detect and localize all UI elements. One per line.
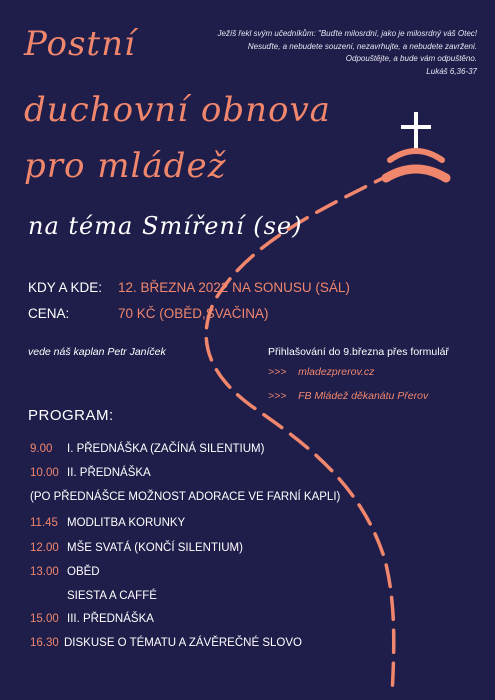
quote-line: Odpouštějte, a bude vám odpuštěno. — [345, 54, 477, 64]
program-item: OBĚD — [67, 566, 100, 578]
bible-quote — [217, 28, 477, 78]
registration-note: Přihlašování do 9.března přes formulář — [268, 346, 449, 358]
program-item: (PO PŘEDNÁŠCE MOŽNOST ADORACE VE FARNÍ KAPLI) — [30, 491, 341, 503]
when-label: KDY A KDE: — [28, 280, 103, 295]
program-item: DISKUSE O TÉMATU A ZÁVĚREČNÉ SLOVO — [64, 637, 302, 649]
program-item: SIESTA A CAFFÉ — [67, 590, 157, 602]
quote-line: Ježíš řekl svým učedníkům: "Buďte milosrdní, jako je milosrdný váš Otec! — [217, 29, 477, 38]
leader-note: vede náš kaplan Petr Janíček — [28, 346, 166, 358]
link-website[interactable] — [268, 366, 374, 378]
program-item: II. PŘEDNÁŠKA — [67, 467, 151, 479]
arrows-icon: >>> — [268, 390, 287, 402]
hill-icon — [386, 151, 446, 178]
link-facebook-text: FB Mládež děkanátu Přerov — [298, 390, 429, 402]
when-value: 12. BŘEZNA 2022 NA SONUSU (SÁL) — [118, 280, 350, 295]
program-time: 12.00 — [30, 542, 59, 554]
program-time: 16.30 — [30, 637, 59, 649]
program-heading: PROGRAM: — [28, 407, 114, 424]
title-line-2: duchovní obnova — [24, 90, 331, 130]
program-time: 15.00 — [30, 613, 59, 625]
program-item: MODLITBA KORUNKY — [67, 517, 186, 529]
quote-line: Nesuďte, a nebudete souzeni, nezavrhujte, a nebudete zavrženi. — [247, 41, 477, 51]
program-time: 10.00 — [30, 467, 59, 479]
price-label: CENA: — [28, 306, 70, 321]
subtitle: na téma Smíření (se) — [28, 212, 303, 240]
price-value: 70 KČ (OBĚD,SVAČINA) — [118, 306, 269, 321]
link-facebook[interactable] — [268, 390, 428, 402]
program-item: III. PŘEDNÁŠKA — [67, 613, 154, 625]
dashed-path — [206, 172, 395, 695]
program-item: MŠE SVATÁ (KONČÍ SILENTIUM) — [67, 542, 243, 554]
arrows-icon: >>> — [268, 366, 287, 378]
cross-icon — [401, 112, 431, 152]
title-line-1: Postní — [24, 24, 136, 64]
quote-reference: Lukáš 6,36-37 — [426, 66, 477, 76]
link-website-text: mladezprerov.cz — [298, 366, 375, 378]
title-line-3: pro mládež — [24, 146, 227, 186]
program-item: I. PŘEDNÁŠKA (ZAČÍNÁ SILENTIUM) — [67, 443, 265, 455]
program-time: 9.00 — [30, 443, 53, 455]
program-time: 13.00 — [30, 566, 59, 578]
program-time: 11.45 — [30, 517, 58, 529]
